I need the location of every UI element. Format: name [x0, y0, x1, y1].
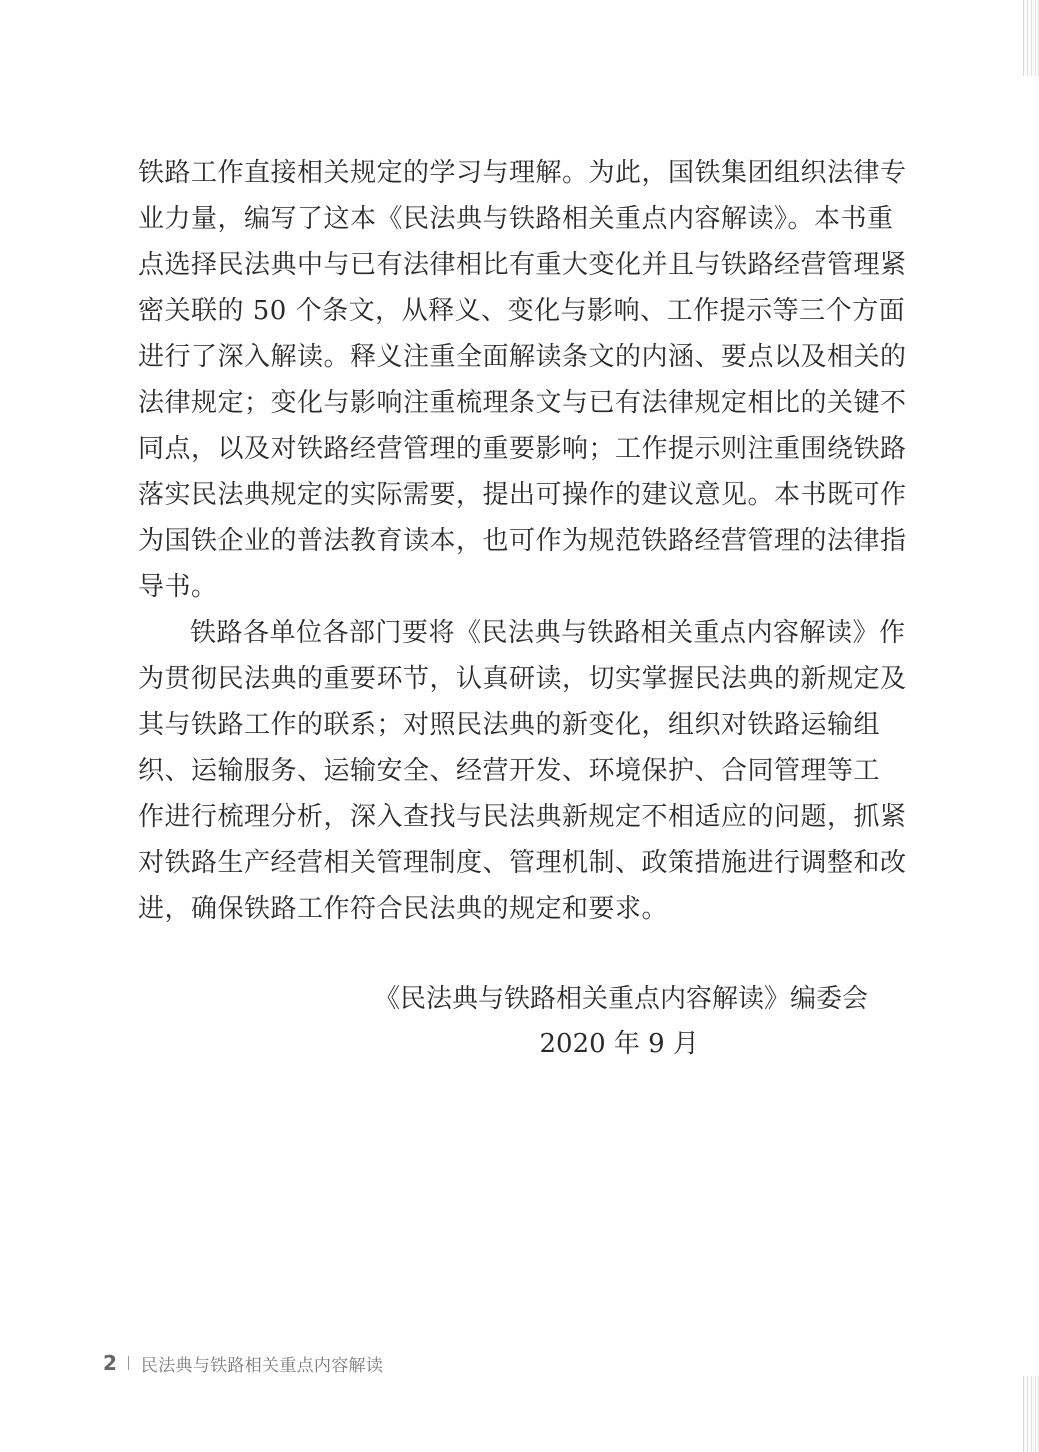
text-line: 同点，以及对铁路经营管理的重要影响；工作提示则注重围绕铁路	[138, 434, 907, 464]
text-line: 导书。	[138, 572, 218, 602]
text-line: 作进行梳理分析，深入查找与民法典新规定不相适应的问题，抓紧	[138, 802, 907, 832]
body-text	[138, 150, 907, 932]
text-line: 铁路工作直接相关规定的学习与理解。为此，国铁集团组织法律专	[138, 158, 907, 188]
text-line: 其与铁路工作的联系；对照民法典的新变化，组织对铁路运输组	[138, 710, 881, 740]
page-footer	[103, 1350, 383, 1376]
text-line: 对铁路生产经营相关管理制度、管理机制、政策措施进行调整和改	[138, 848, 907, 878]
text-line: 法律规定；变化与影响注重梳理条文与已有法律规定相比的关键不	[138, 388, 907, 418]
text-line: 进，确保铁路工作符合民法典的规定和要求。	[138, 894, 669, 924]
footer-separator	[128, 1356, 129, 1370]
signature-date: 2020 年 9 月	[539, 1029, 699, 1059]
signature-org: 《民法典与铁路相关重点内容解读》编委会	[373, 984, 868, 1014]
text-line: 织、运输服务、运输安全、经营开发、环境保护、合同管理等工	[138, 756, 881, 786]
running-title: 民法典与铁路相关重点内容解读	[140, 1355, 384, 1376]
text-line: 为贯彻民法典的重要环节，认真研读，切实掌握民法典的新规定及	[138, 664, 907, 694]
text-line: 密关联的 50 个条文，从释义、变化与影响、工作提示等三个方面	[138, 296, 906, 326]
text-line: 落实民法典规定的实际需要，提出可操作的建议意见。本书既可作	[138, 480, 907, 510]
text-line: 业力量，编写了这本《民法典与铁路相关重点内容解读》。本书重	[138, 204, 894, 234]
text-line: 点选择民法典中与已有法律相比有重大变化并且与铁路经营管理紧	[138, 250, 907, 280]
page-edge-marker-bottom	[1023, 1376, 1039, 1452]
text-line: 进行了深入解读。释义注重全面解读条文的内涵、要点以及相关的	[138, 342, 907, 372]
text-line: 为国铁企业的普法教育读本，也可作为规范铁路经营管理的法律指	[138, 526, 907, 556]
text-line-paragraph-start: 铁路各单位各部门要将《民法典与铁路相关重点内容解读》作	[190, 618, 906, 648]
page-number: 2	[103, 1351, 117, 1375]
page-edge-marker-top	[1023, 0, 1039, 76]
